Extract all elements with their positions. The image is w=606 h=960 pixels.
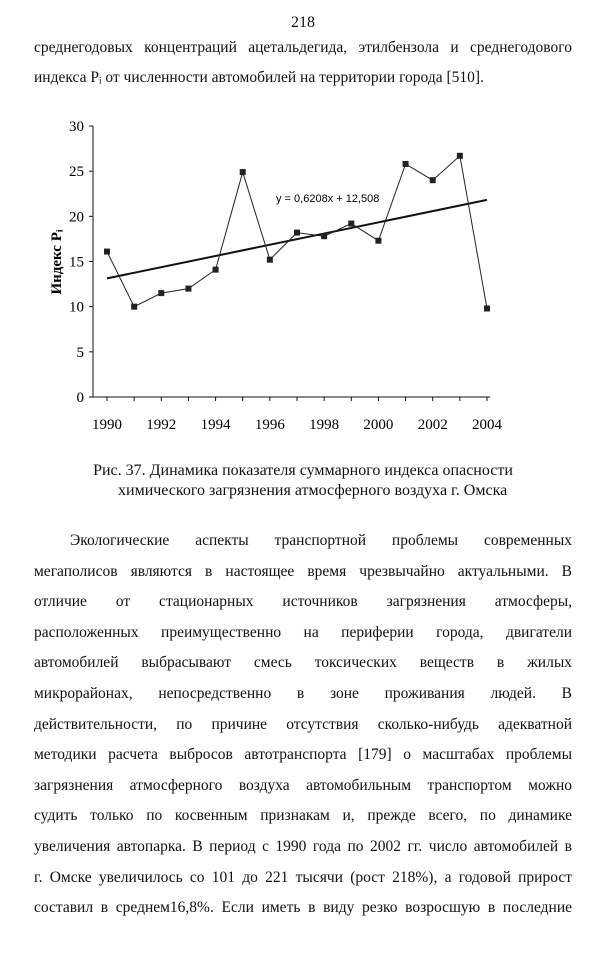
data-point — [185, 286, 191, 292]
x-tick-label: 2004 — [472, 417, 502, 433]
paragraph-line: увеличения автопарка. В период с 1990 года по 2002 гг. число автомобилей в — [34, 838, 572, 855]
data-point — [348, 221, 354, 227]
paragraph-line: загрязнения атмосферного воздуха автомобильным транспортом можно — [34, 776, 572, 794]
x-tick-label: 2002 — [417, 417, 448, 433]
intro-line: индекса Pᵢ от численности автомобилей на территории города [510]. — [34, 69, 484, 86]
x-tick-label: 2000 — [363, 417, 394, 433]
y-tick-label: 10 — [69, 299, 84, 316]
paragraph-line: составил в среднем16,8%. Если иметь в виду резко возросшую в последние — [34, 899, 572, 917]
paragraph-line: г. Омске увеличилось со 101 до 221 тысячи (рост 218%), а годовой прирост — [34, 868, 572, 886]
paragraph-line: микрорайонах, непосредственно в зоне проживания людей. В — [34, 685, 572, 702]
intro-line: среднегодовых концентраций ацетальдегида, этилбензола и среднегодового — [34, 39, 572, 56]
data-point — [158, 290, 164, 296]
y-tick-label: 15 — [69, 254, 84, 271]
paragraph-line: Экологические аспекты транспортной проблемы современных — [70, 532, 572, 549]
x-tick-label: 1990 — [92, 417, 122, 433]
figure-caption-line2: химического загрязнения атмосферного воздуха г. Омска — [118, 482, 508, 499]
data-point — [321, 233, 327, 239]
paragraph-line: автомобилей выбрасывают смесь токсических веществ в жилых — [34, 654, 572, 672]
paragraph-line: действительности, по причине отсутствия сколько-нибудь адекватной — [34, 715, 572, 733]
page-number: 218 — [291, 14, 315, 31]
figure-caption-line1: Рис. 37. Динамика показателя суммарного индекса опасности — [93, 462, 513, 479]
data-point — [240, 169, 246, 175]
data-point — [403, 161, 409, 167]
x-tick-label: 1996 — [254, 417, 285, 433]
data-point — [294, 230, 300, 236]
data-point — [267, 257, 273, 263]
paragraph-line: расположенных преимущественно на периферии города, двигатели — [34, 623, 572, 641]
y-tick-label: 5 — [76, 344, 84, 361]
pollution-index-chart — [0, 0, 606, 450]
trend-equation: y = 0,6208x + 12,508 — [276, 193, 380, 205]
x-tick-label: 1998 — [309, 417, 340, 433]
y-axis-label: Индекс Pᵢ — [49, 229, 65, 295]
data-point — [457, 153, 463, 159]
paragraph-line: отличие от стационарных источников загрязнения атмосферы, — [34, 593, 572, 611]
data-point — [104, 249, 110, 255]
data-point — [375, 238, 381, 244]
y-tick-label: 20 — [69, 209, 84, 226]
y-tick-label: 0 — [76, 390, 84, 406]
y-tick-label: 30 — [69, 119, 84, 135]
y-tick-label: 25 — [69, 164, 84, 181]
paragraph-line: судить только по косвенным признакам и, прежде всего, по динамике — [34, 807, 572, 825]
data-point — [213, 267, 219, 273]
paragraph-line: мегаполисов являются в настоящее время чрезвычайно актуальными. В — [34, 562, 572, 580]
trend-line — [107, 200, 487, 279]
data-point — [484, 305, 490, 311]
x-tick-label: 1992 — [146, 417, 177, 433]
x-tick-label: 1994 — [200, 417, 231, 433]
paragraph-line: методики расчета выбросов автотранспорта [179] о масштабах проблемы — [34, 746, 572, 764]
data-point — [430, 177, 436, 183]
data-point — [131, 304, 137, 310]
